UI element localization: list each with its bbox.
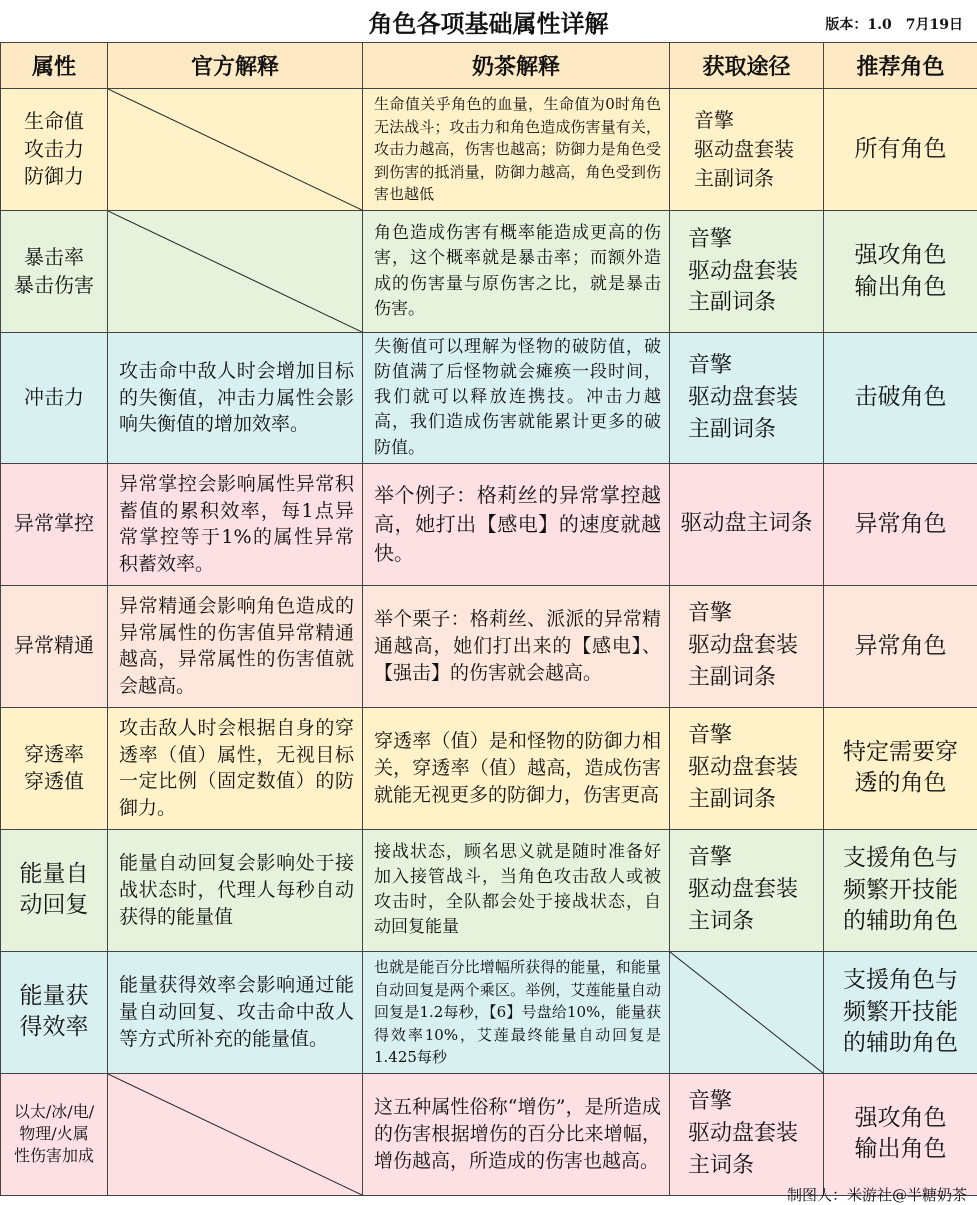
attribute-cell [1, 211, 108, 333]
diagonal-line [670, 952, 823, 1073]
milk-explanation: 接战状态，顾名思义就是随时准备好加入接管战斗，当角色攻击敌人或被攻击时，全队都会处于接战状态，自动回复能量 [363, 829, 670, 951]
attribute-cell [1, 1073, 108, 1195]
recommend-cell [824, 89, 977, 211]
empty-diagonal-cell [108, 89, 363, 211]
source-cell [670, 89, 824, 211]
page-title: 角色各项基础属性详解 [0, 4, 977, 39]
table-row [1, 585, 977, 707]
milk-explanation: 失衡值可以理解为怪物的破防值，破防值满了后怪物就会瘫痪一段时间，我们就可以释放连携技。冲击力越高，我们造成伤害就能累计更多的破防值。 [363, 333, 670, 464]
table-row [1, 463, 977, 585]
source-line: 驱动盘主词条 [670, 508, 823, 540]
recommend-cell [824, 585, 977, 707]
table-row [1, 707, 977, 829]
milk-explanation: 这五种属性俗称“增伤”，是所造成的伤害根据增伤的百分比来增幅，增伤越高，所造成的伤害也越高。 [363, 1073, 670, 1195]
source-line: 主副词条 [688, 662, 823, 694]
source-line: 主副词条 [688, 287, 823, 319]
diagonal-line [108, 89, 362, 210]
milk-explanation: 也就是能百分比增幅所获得的能量，和能量自动回复是两个乘区。举例，艾莲能量自动回复是1.2每秒，【6】号盘给10%，能量获得效率10%，艾莲最终能量自动回复是1.425每秒 [363, 951, 670, 1073]
attribute-line: 攻击力 [1, 136, 107, 164]
recommend-line: 频繁开技能 [824, 875, 977, 906]
official-explanation: 攻击敌人时会根据自身的穿透率（值）属性，无视目标一定比例（固定数值）的防御力。 [108, 707, 363, 829]
attribute-cell [1, 585, 108, 707]
recommend-line: 异常角色 [824, 509, 977, 540]
source-line: 驱动盘套装 [688, 256, 823, 288]
recommend-cell [824, 829, 977, 951]
source-cell [670, 707, 824, 829]
empty-diagonal-cell [670, 951, 824, 1073]
col-header-attribute: 属性 [1, 43, 108, 89]
attribute-table [0, 42, 977, 1196]
official-explanation: 能量获得效率会影响通过能量自动回复、攻击命中敌人等方式所补充的能量值。 [108, 951, 363, 1073]
table-row [1, 951, 977, 1073]
version-label: 版本：1.0 7月19日 [825, 14, 963, 34]
attribute-line: 能量自 [1, 859, 107, 891]
milk-explanation: 生命值关乎角色的血量，生命值为0时角色无法战斗；攻击力和角色造成伤害量有关，攻击力越高，伤害也越高；防御力是角色受到伤害的抵消量，防御力越高，角色受到伤害也越低 [363, 89, 670, 211]
source-cell [670, 211, 824, 333]
recommend-line: 的辅助角色 [824, 906, 977, 937]
source-cell [670, 463, 824, 585]
official-explanation: 攻击命中敌人时会增加目标的失衡值，冲击力属性会影响失衡值的增加效率。 [108, 333, 363, 464]
source-line: 驱动盘套装 [688, 1118, 823, 1150]
attribute-line: 穿透率 [1, 741, 107, 769]
credit-footer: 制图人：米游社@半糖奶茶 [787, 1184, 967, 1205]
source-line: 主副词条 [688, 784, 823, 816]
source-line: 驱动盘套装 [688, 630, 823, 662]
recommend-line: 强攻角色 [824, 240, 977, 271]
recommend-line: 频繁开技能 [824, 997, 977, 1028]
empty-diagonal-cell [108, 211, 363, 333]
attribute-line: 性伤害加成 [1, 1145, 107, 1167]
recommend-line: 透的角色 [824, 768, 977, 799]
attribute-line: 暴击伤害 [1, 272, 107, 300]
table-row [1, 89, 977, 211]
attribute-cell [1, 89, 108, 211]
source-line: 驱动盘套装 [694, 135, 823, 164]
col-header-source: 获取途径 [670, 43, 824, 89]
recommend-line: 的辅助角色 [824, 1028, 977, 1059]
source-line: 音擎 [688, 720, 823, 752]
attribute-cell [1, 463, 108, 585]
source-line: 音擎 [688, 350, 823, 382]
source-cell [670, 1073, 824, 1195]
source-line: 驱动盘套装 [688, 874, 823, 906]
official-explanation: 异常精通会影响角色造成的异常属性的伤害值异常精通越高，异常属性的伤害值就会越高。 [108, 585, 363, 707]
recommend-line: 所有角色 [824, 134, 977, 165]
attribute-line: 得效率 [1, 1012, 107, 1044]
empty-diagonal-cell [108, 1073, 363, 1195]
milk-explanation: 举个例子：格莉丝的异常掌控越高，她打出【感电】的速度就越快。 [363, 463, 670, 585]
recommend-cell [824, 333, 977, 464]
attribute-cell [1, 829, 108, 951]
attribute-line: 以太/冰/电/ [1, 1101, 107, 1123]
recommend-cell [824, 211, 977, 333]
table-row [1, 211, 977, 333]
source-line: 主副词条 [688, 414, 823, 446]
col-header-recommend: 推荐角色 [824, 43, 977, 89]
source-line: 驱动盘套装 [688, 752, 823, 784]
official-explanation: 能量自动回复会影响处于接战状态时，代理人每秒自动获得的能量值 [108, 829, 363, 951]
attribute-line: 异常掌控 [1, 510, 107, 538]
source-line: 主副词条 [694, 164, 823, 193]
attribute-line: 能量获 [1, 981, 107, 1013]
diagonal-line [108, 1074, 362, 1195]
milk-explanation: 穿透率（值）是和怪物的防御力相关，穿透率（值）越高，造成伤害就能无视更多的防御力，伤害更高 [363, 707, 670, 829]
recommend-cell [824, 951, 977, 1073]
table-row [1, 829, 977, 951]
recommend-cell [824, 1073, 977, 1195]
attribute-line: 防御力 [1, 163, 107, 191]
source-cell [670, 585, 824, 707]
col-header-official: 官方解释 [108, 43, 363, 89]
table-row [1, 1073, 977, 1195]
header [0, 0, 977, 42]
attribute-line: 动回复 [1, 890, 107, 922]
recommend-line: 输出角色 [824, 1134, 977, 1165]
source-line: 主词条 [688, 906, 823, 938]
attribute-line: 暴击率 [1, 244, 107, 272]
official-explanation: 异常掌控会影响属性异常积蓄值的累积效率，每1点异常掌控等于1%的属性异常积蓄效率。 [108, 463, 363, 585]
recommend-line: 异常角色 [824, 631, 977, 662]
recommend-line: 支援角色与 [824, 843, 977, 874]
source-line: 驱动盘套装 [688, 382, 823, 414]
table-row [1, 333, 977, 464]
attribute-line: 物理/火属 [1, 1123, 107, 1145]
attribute-line: 生命值 [1, 108, 107, 136]
source-line: 主词条 [688, 1150, 823, 1182]
milk-explanation: 角色造成伤害有概率能造成更高的伤害，这个概率就是暴击率；而额外造成的伤害量与原伤害之比，就是暴击伤害。 [363, 211, 670, 333]
attribute-cell [1, 707, 108, 829]
source-cell [670, 333, 824, 464]
source-line: 音擎 [688, 598, 823, 630]
col-header-milk: 奶茶解释 [363, 43, 670, 89]
attribute-line: 冲击力 [1, 384, 107, 412]
recommend-cell [824, 707, 977, 829]
recommend-line: 支援角色与 [824, 965, 977, 996]
attribute-cell [1, 951, 108, 1073]
header-row [1, 43, 977, 89]
source-line: 音擎 [688, 224, 823, 256]
recommend-line: 强攻角色 [824, 1103, 977, 1134]
source-line: 音擎 [688, 1086, 823, 1118]
attribute-cell [1, 333, 108, 464]
recommend-cell [824, 463, 977, 585]
recommend-line: 特定需要穿 [824, 737, 977, 768]
attribute-line: 异常精通 [1, 632, 107, 660]
attribute-line: 穿透值 [1, 768, 107, 796]
recommend-line: 输出角色 [824, 272, 977, 303]
source-line: 音擎 [688, 842, 823, 874]
source-line: 音擎 [694, 106, 823, 135]
recommend-line: 击破角色 [824, 382, 977, 413]
milk-explanation: 举个栗子：格莉丝、派派的异常精通越高，她们打出来的【感电】、【强击】的伤害就会越高。 [363, 585, 670, 707]
diagonal-line [108, 211, 362, 332]
source-cell [670, 829, 824, 951]
